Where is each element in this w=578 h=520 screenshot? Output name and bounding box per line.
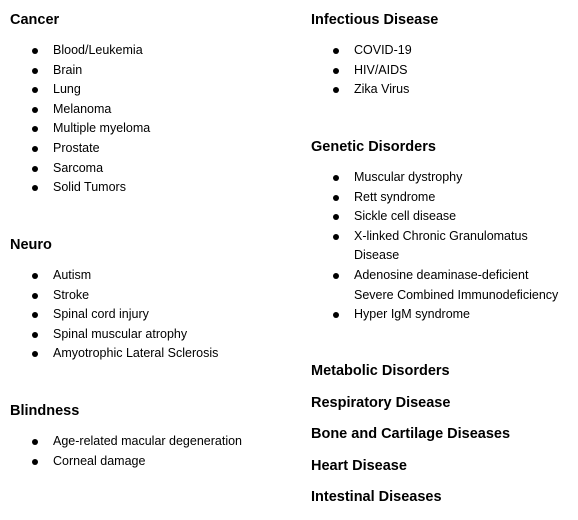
list-item: Blood/Leukemia xyxy=(10,41,150,61)
section-heading-bone-and-cartilage-diseases: Bone and Cartilage Diseases xyxy=(311,426,511,442)
bullet-icon xyxy=(32,459,38,465)
bullet-icon xyxy=(32,351,38,357)
bullet-icon xyxy=(333,175,339,181)
neuro-list xyxy=(10,266,218,364)
blindness-list xyxy=(10,432,242,471)
bullet-icon xyxy=(333,48,339,54)
list-item: Sickle cell disease xyxy=(311,207,558,227)
list-item: Brain xyxy=(10,61,150,81)
list-item: X-linked Chronic Granulomatus Disease xyxy=(311,227,558,266)
section-cancer xyxy=(10,10,150,198)
infectious-list xyxy=(311,41,438,100)
cancer-list xyxy=(10,41,150,198)
bullet-icon xyxy=(333,68,339,74)
bullet-icon xyxy=(333,195,339,201)
list-item: Amyotrophic Lateral Sclerosis xyxy=(10,344,218,364)
bullet-icon xyxy=(32,273,38,279)
other-categories xyxy=(311,361,510,507)
section-heading-infectious-disease: Infectious Disease xyxy=(311,12,439,28)
bullet-icon xyxy=(32,126,38,132)
section-heading-intestinal-diseases: Intestinal Diseases xyxy=(311,489,442,505)
list-item: Adenosine deaminase-deficient Severe Combined Immunodeficiency xyxy=(311,266,558,305)
list-item: COVID-19 xyxy=(311,41,438,61)
section-heading-genetic-disorders: Genetic Disorders xyxy=(311,139,436,155)
section-heading-blindness: Blindness xyxy=(10,403,80,419)
bullet-icon xyxy=(32,146,38,152)
bullet-icon xyxy=(32,166,38,172)
list-item: Muscular dystrophy xyxy=(311,168,558,188)
section-heading-metabolic-disorders: Metabolic Disorders xyxy=(311,363,450,379)
list-item: Spinal muscular atrophy xyxy=(10,325,218,345)
bullet-icon xyxy=(32,185,38,191)
list-item: Autism xyxy=(10,266,218,286)
bullet-icon xyxy=(32,312,38,318)
list-item: Lung xyxy=(10,80,150,100)
bullet-icon xyxy=(333,87,339,93)
section-neuro xyxy=(10,235,218,364)
bullet-icon xyxy=(32,87,38,93)
bullet-icon xyxy=(32,332,38,338)
section-genetic-disorders xyxy=(311,137,558,325)
list-item: Multiple myeloma xyxy=(10,119,150,139)
section-heading-heart-disease: Heart Disease xyxy=(311,457,407,474)
bullet-icon xyxy=(32,107,38,113)
list-item: Solid Tumors xyxy=(10,178,150,198)
list-item: Hyper IgM syndrome xyxy=(311,305,558,325)
bullet-icon xyxy=(32,293,38,299)
bullet-icon xyxy=(333,234,339,240)
bullet-icon xyxy=(32,439,38,445)
bullet-icon xyxy=(333,312,339,318)
section-blindness xyxy=(10,401,242,471)
list-item: Age-related macular degeneration xyxy=(10,432,242,452)
list-item: Corneal damage xyxy=(10,452,242,472)
list-item: Sarcoma xyxy=(10,159,150,179)
list-item: Prostate xyxy=(10,139,150,159)
bullet-icon xyxy=(333,273,339,279)
list-item: Spinal cord injury xyxy=(10,305,218,325)
list-item: Stroke xyxy=(10,286,218,306)
list-item: Melanoma xyxy=(10,100,150,120)
section-heading-respiratory-disease: Respiratory Disease xyxy=(311,394,451,411)
bullet-icon xyxy=(32,48,38,54)
list-item: HIV/AIDS xyxy=(311,61,438,81)
section-heading-cancer: Cancer xyxy=(10,12,60,28)
bullet-icon xyxy=(333,214,339,220)
section-infectious-disease xyxy=(311,10,438,100)
section-heading-neuro: Neuro xyxy=(10,237,52,253)
genetic-list xyxy=(311,168,558,325)
bullet-icon xyxy=(32,68,38,74)
list-item: Zika Virus xyxy=(311,80,438,100)
list-item: Rett syndrome xyxy=(311,188,558,208)
